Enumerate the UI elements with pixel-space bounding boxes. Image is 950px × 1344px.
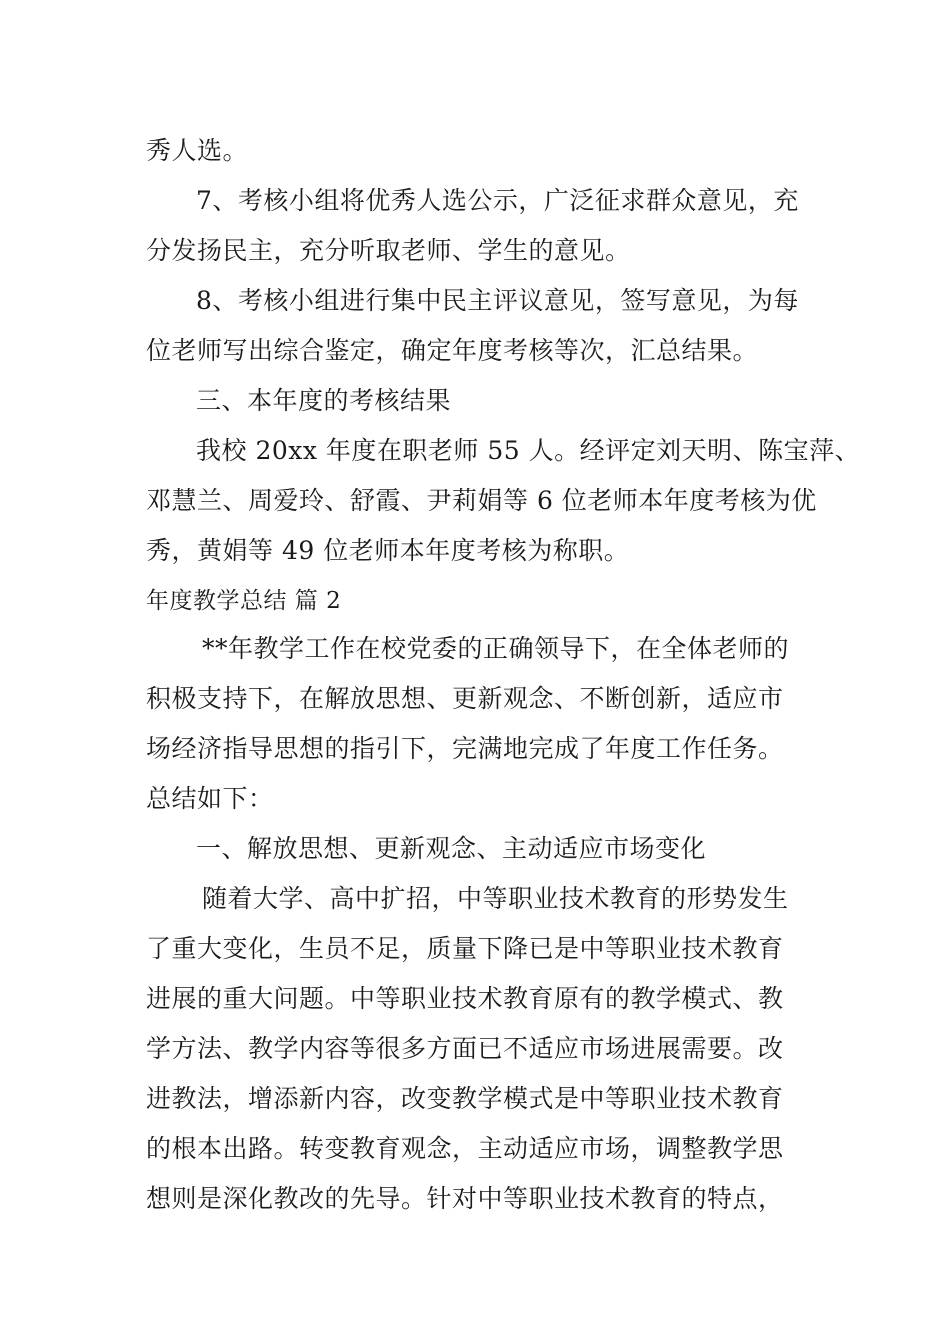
text-line: 进展的重大问题。中等职业技术教育原有的教学模式、教 [146,984,784,1013]
text-line: 我校 20xx 年度在职老师 55 人。经评定刘天明、陈宝萍、 [196,436,861,465]
text-line: 7、考核小组将优秀人选公示，广泛征求群众意见，充 [196,186,799,215]
section-heading: 一、解放思想、更新观念、主动适应市场变化 [196,834,707,863]
text-line: 秀，黄娟等 49 位老师本年度考核为称职。 [146,536,630,565]
document-page [146,126,861,1224]
text-line: 想则是深化教改的先导。针对中等职业技术教育的特点， [146,1184,784,1213]
text-line: 8、考核小组进行集中民主评议意见，签写意见，为每 [196,286,799,315]
text-line: 了重大变化，生员不足，质量下降已是中等职业技术教育 [146,934,784,963]
text-line: 随着大学、高中扩招，中等职业技术教育的形势发生 [202,884,789,913]
text-line: 学方法、教学内容等很多方面已不适应市场进展需要。改 [146,1034,784,1063]
article-title: 年度教学总结 篇 2 [146,588,342,614]
text-line: 分发扬民主，充分听取老师、学生的意见。 [146,236,631,265]
text-line: 秀人选。 [146,136,249,165]
text-line: **年教学工作在校党委的正确领导下，在全体老师的 [202,634,790,663]
text-line: 位老师写出综合鉴定，确定年度考核等次，汇总结果。 [146,336,759,365]
text-line: 总结如下： [146,784,274,813]
text-line: 场经济指导思想的指引下，完满地完成了年度工作任务。 [146,734,784,763]
text-line: 邓慧兰、周爱玲、舒霞、尹莉娟等 6 位老师本年度考核为优 [146,486,817,515]
text-line: 的根本出路。转变教育观念，主动适应市场，调整教学思 [146,1134,784,1163]
text-line: 积极支持下，在解放思想、更新观念、不断创新，适应市 [146,684,784,713]
section-heading: 三、本年度的考核结果 [196,386,452,415]
text-line: 进教法，增添新内容，改变教学模式是中等职业技术教育 [146,1084,784,1113]
